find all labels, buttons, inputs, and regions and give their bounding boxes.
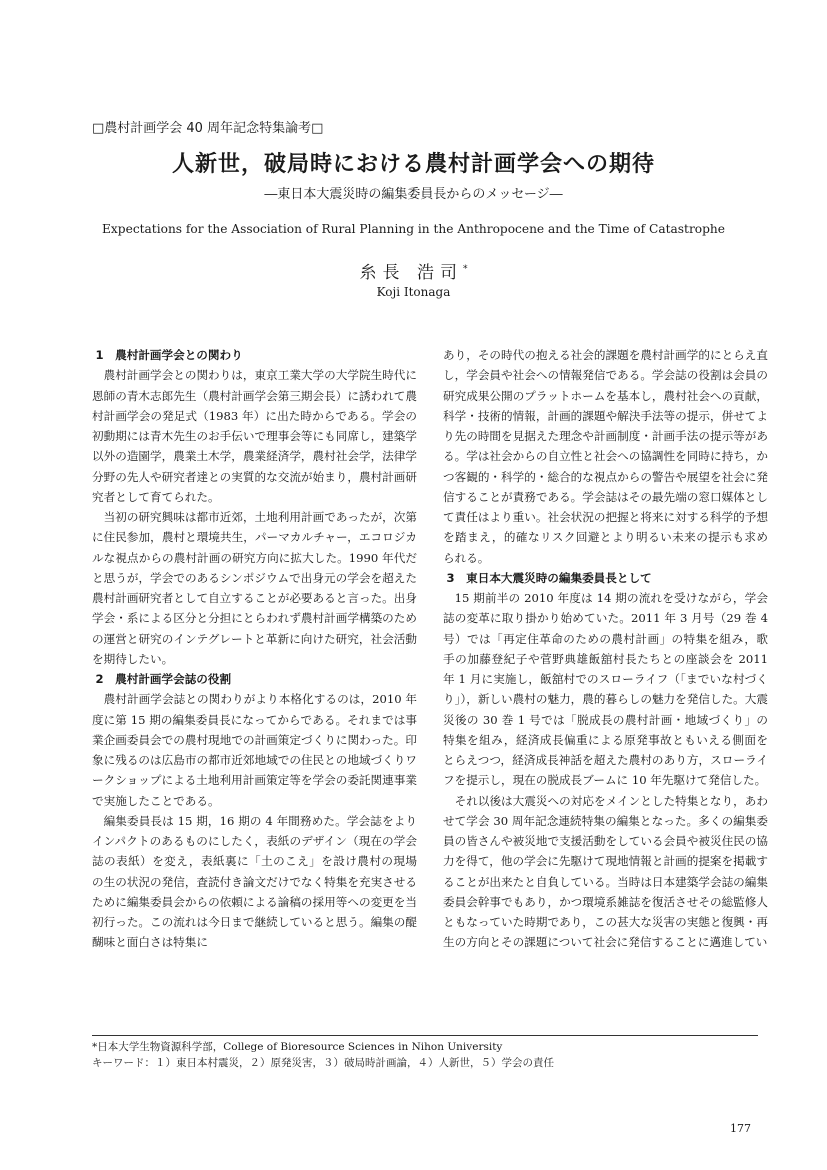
author-name-text: 糸長 浩司	[359, 263, 463, 283]
page-number: 177	[730, 1122, 751, 1135]
footnote-divider	[92, 1035, 758, 1036]
author-name	[0, 258, 827, 283]
paragraph: 当初の研究興味は都市近郊，土地利用計画であったが，次第に住民参加，農村と環境共生，パーマカルチャー，エコロジカルな視点からの農村計画の研究方向に拡大した。1990 年代だと思うが，学会でのあるシンポジウムで出身元の学会を超えた農村計画研究者として自立することが必要あると言った。出身学会・系による区分と分担にとらわれず農村計画学構築のための運営と研究のインテグレートと革新に向けた研究，社会活動を期待したい。	[92, 510, 417, 666]
author-footnote-mark: *	[462, 264, 468, 275]
footnote-keywords: キーワード：１）東日本村震災，２）原発災害，３）破局時計画論，４）人新世，５）学会の責任	[92, 1057, 554, 1069]
series-label: □農村計画学会 40 周年記念特集論考□	[92, 121, 324, 136]
paragraph: 農村計画学会誌との関わりがより本格化するのは，2010 年度に第 15 期の編集委員長になってからである。それまでは事業企画委員会での農村現地での計画策定づくりに関わった。印象に残るのは広島市の都市近郊地域での住民との地域づくりワークショップによる土地利用計画策定等を学会の委託関連事業で実施したことである。	[92, 692, 417, 808]
footnote-affiliation: *日本大学生物資源科学部，College of Bioresource Sciences in Nihon University	[92, 1041, 503, 1053]
paragraph: 15 期前半の 2010 年度は 14 期の流れを受けながら，学会誌の変革に取り掛かり始めていた。2011 年 3 月号（29 巻 4 号）では「再定住革命のための農村計画」の特集を組み，歌手の加藤登紀子や菅野典雄飯舘村長たちとの座談会を 2011 年 1 月に実施し，飯舘村でのスローライフ（「までいな村づくり」），新しい農村の魅力，農的暮らしの魅力を発信した。大震災後の 30 巻 1 号では「脱成長の農村計画・地域づくり」の特集を組み，経済成長偏重による原発事故ともいえる側面をとらえつつ，経済成長神話を超えた農村のあり方，スローライフを提示し，現在の脱成長ブームに 10 年先駆けて発信した。	[443, 591, 768, 788]
section-heading-2: 2 農村計画学会誌の役割	[95, 672, 232, 686]
section-heading-1: 1 農村計画学会との関わり	[95, 348, 243, 362]
section-heading-3: 3 東日本大震災時の編集委員長として	[446, 570, 652, 585]
paragraph: それ以後は大震災への対応をメインとした特集となり，あわせて学会 30 周年記念連続特集の編集となった。多くの編集委員の皆さんや被災地で支援活動をしている会員や被災住民の協力を得て，他の学会に先駆けて現地情報と計画的提案を掲載することが出来たと自負している。当時は日本建築学会誌の編集委員会幹事でもあり，かつ環境系雑誌を復活させその総監修人ともなっていた時期であり，この甚大な災害の実態と復興・再生の方向とその課題について社会に発信することに邁進してい	[443, 793, 768, 950]
paragraph: あり，その時代の抱える社会的課題を農村計画学的にとらえ直し，学会員や社会への情報発信である。学会誌の役割は会員の研究成果公開のプラットホームを基本し，農村社会への貢献，科学・技術的情報，計画的課題や解決手法等の提示，併せてより先の時間を見据えた理念や計画制度・計画手法の提示等がある。学は社会からの自立性と社会への協調性を同時に持ち，かつ客観的・科学的・総合的な視点からの警告や展望を社会に発信することが責務である。学会誌はその最先端の窓口媒体として責任はより重い。社会状況の把握と将来に対する科学的予想を踏まえ，的確なリスク回避とより明るい未来の提示も求められる。	[443, 348, 768, 565]
author-name-english: Koji Itonaga	[376, 285, 451, 299]
english-title: Expectations for the Association of Rural Planning in the Anthropocene and the Time of Catastrophe	[102, 222, 725, 236]
paragraph: 農村計画学会との関わりは，東京工業大学の大学院生時代に恩師の青木志郎先生（農村計画学会第三期会長）に誘われて農村計画学会の発足式（1983 年）に出た時からである。学会の初動期には青木先生のお手伝いで理事会等にも同席し，建築学以外の造園学，農業土木学，農業経済学，農村社会学，法律学分野の先人や研究者達との実質的な交流が始まり，農村計画研究者として育てられた。	[92, 368, 417, 504]
left-column	[92, 345, 417, 953]
article-title: 人新世，破局時における農村計画学会への期待	[171, 151, 655, 177]
article-subtitle: ―東日本大震災時の編集委員長からのメッセージ―	[264, 187, 563, 202]
right-column	[443, 345, 768, 953]
paragraph: 編集委員長は 15 期，16 期の 4 年間務めた。学会誌をよりインパクトのあるものにしたく，表紙のデザイン（現在の学会誌の表紙）を変え，表紙裏に「土のこえ」を設け農村の現場の生の状況の発信，査読付き論文だけでなく特集を充実させるために編集委員会からの依頼による論稿の採用等への変更を当初行った。この流れは今日まで継続していると思う。編集の醍醐味と面白さは特集に	[92, 813, 417, 950]
